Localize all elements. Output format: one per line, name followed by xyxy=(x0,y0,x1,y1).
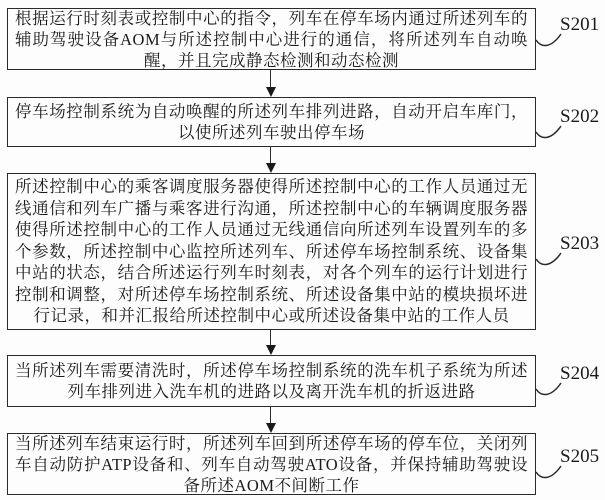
flow-step-box-s202 xyxy=(7,97,536,147)
arrow-head xyxy=(266,163,276,173)
arrow-head xyxy=(266,345,276,355)
down-arrow-icon xyxy=(264,70,277,97)
leader-curve-icon xyxy=(535,249,562,269)
arrow-shaft xyxy=(270,70,272,87)
leader-curve-icon xyxy=(535,30,562,50)
step-label-s202: S202 xyxy=(560,106,600,127)
leader-curve-icon xyxy=(535,379,562,399)
leader-curve-icon xyxy=(535,462,562,482)
step-label-s204: S204 xyxy=(560,363,600,384)
flow-step-text: 根据运行时刻表或控制中心的指令，列车在停车场内通过所述列车的辅助驾驶设备AOM与所述控制中心进行的通信，将所述列车自动唤醒，并且完成静态检测和动态检测 xyxy=(15,8,528,70)
arrow-shaft xyxy=(270,147,272,163)
down-arrow-icon xyxy=(264,330,277,355)
flow-step-box-s204 xyxy=(7,355,536,407)
arrow-shaft xyxy=(270,407,272,423)
step-label-s203: S203 xyxy=(560,233,600,254)
down-arrow-icon xyxy=(264,407,277,433)
leader-curve-icon xyxy=(535,122,562,142)
arrow-head xyxy=(266,87,276,97)
flow-step-text: 停车场控制系统为自动唤醒的所述列车排列进路，自动开启车库门，以使所述列车驶出停车场 xyxy=(15,102,528,142)
flow-step-text: 所述控制中心的乘客调度服务器使得所述控制中心的工作人员通过无线通信和列车广播与乘客进行沟通，所述控制中心的车辆调度服务器使得所述控制中心的工作人员通过无线通信向所述列车设置列车的多个参数，所述控制中心监控所述列车、所述停车场控制系统、设备集中站的状态，结合所述运行列车时刻表，对各个列车的运行计划进行控制和调整，对所述停车场控制系统、所述设备集中站的模块损坏进行记录，和并汇报给所述控制中心或所述设备集中站的工作人员 xyxy=(15,177,528,326)
flow-step-box-s205 xyxy=(7,433,536,495)
down-arrow-icon xyxy=(264,147,277,173)
step-label-s205: S205 xyxy=(560,446,600,467)
arrow-head xyxy=(266,423,276,433)
flow-step-box-s203 xyxy=(7,173,536,330)
step-label-s201: S201 xyxy=(560,14,600,35)
flow-step-text: 当所述列车需要清洗时，所述停车场控制系统的洗车机子系统为所述列车排列进入洗车机的进路以及离开洗车机的折返进路 xyxy=(15,361,528,401)
flow-step-box-s201 xyxy=(7,8,536,70)
flow-step-text: 当所述列车结束运行时，所述列车回到所述停车场的停车位，关闭列车自动防护ATP设备和、列车自动驾驶ATO设备，并保持辅助驾驶设备所述AOM不间断工作 xyxy=(15,433,528,495)
arrow-shaft xyxy=(270,330,272,345)
